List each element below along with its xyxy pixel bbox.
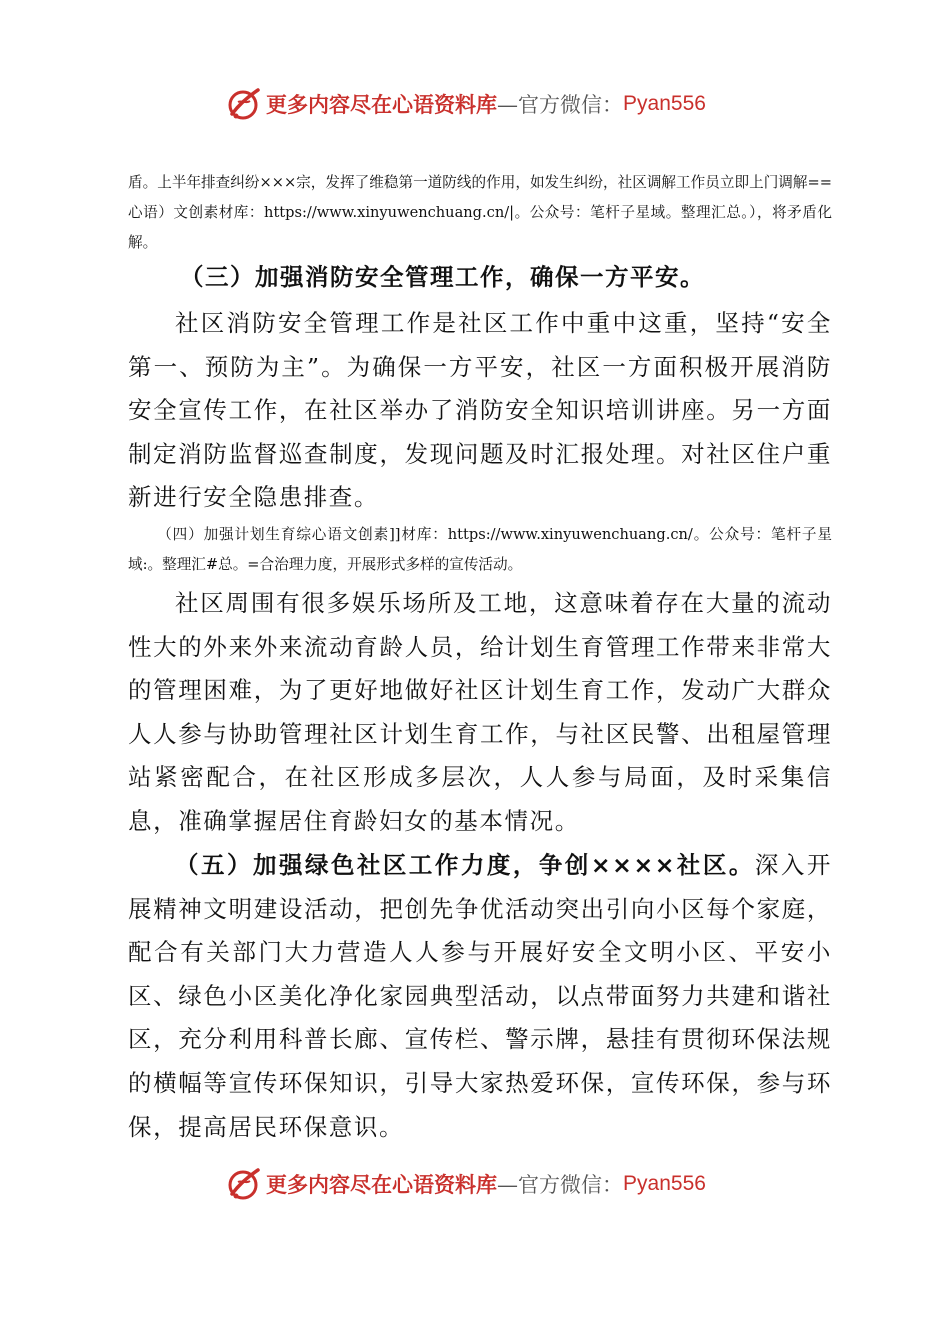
paragraph-continuation <box>128 168 832 258</box>
section-heading-4 <box>128 520 832 580</box>
paragraph-family-planning <box>128 582 832 844</box>
section-heading-3: （三）加强消防安全管理工作，确保一方平安。 <box>180 263 705 291</box>
paragraph-green-community <box>128 844 832 1149</box>
watermark-id-text: Pyan556 <box>623 1172 706 1195</box>
watermark-banner-bottom <box>0 1160 950 1208</box>
paragraph-1-text: 盾。上半年排查纠纷×××宗，发挥了维稳第一道防线的作用，如发生纠纷，社区调解工作员立即上门调解==心语）文创素材库：https://www.xinyuwenchuang.cn/|。公众号：笔杆子星域。整理汇总。），将矛盾化解。 <box>128 174 832 251</box>
watermark-main-text: 更多内容尽在心语资料库 <box>266 92 498 117</box>
paragraph-4-text: 社区周围有很多娱乐场所及工地，这意味着存在大量的流动性大的外来外来流动育龄人员，给计划生育管理工作带来非常大的管理困难，为了更好地做好社区计划生育工作，发动广大群众人人参与协助管理社区计划生育工作，与社区民警、出租屋管理站紧密配合，在社区形成多层次，人人参与局面，及时采集信息，准确掌握居住育龄妇女的基本情况。 <box>128 589 832 835</box>
watermark-main-text: 更多内容尽在心语资料库 <box>266 1172 498 1197</box>
paragraph-5-text: 深入开展精神文明建设活动，把创先争优活动突出引向小区每个家庭，配合有关部门大力营造人人参与开展好安全文明小区、平安小区、绿色小区美化净化家园典型活动，以点带面努力共建和谐社区，充分利用科普长廊、宣传栏、警示牌，悬挂有贯彻环保法规的横幅等宣传环保知识，引导大家热爱环保，宣传环保，参与环保，提高居民环保意识。 <box>128 851 832 1141</box>
paragraph-3-text: （四）加强计划生育综心语文创素]]材库：https://www.xinyuwenchuang.cn/。公众号：笔杆子星域:。整理汇#总。=合治理力度，开展形式多样的宣传活动。 <box>128 526 832 573</box>
section-heading-5: （五）加强绿色社区工作力度，争创××××社区。 <box>175 851 755 879</box>
watermark-dash-text: —官方微信： <box>497 93 624 117</box>
paragraph-2-text: 社区消防安全管理工作是社区工作中重中这重，坚持“安全第一、预防为主”。为确保一方平安，社区一方面积极开展消防安全宣传工作，在社区举办了消防安全知识培训讲座。另一方面制定消防监督巡查制度，发现问题及时汇报处理。对社区住户重新进行安全隐患排查。 <box>128 309 832 512</box>
brush-logo-icon <box>224 84 264 124</box>
brush-logo-icon <box>224 1164 264 1204</box>
watermark-id-text: Pyan556 <box>623 92 706 115</box>
paragraph-fire-safety <box>128 302 832 520</box>
watermark-banner-top <box>0 80 950 128</box>
watermark-dash-text: —官方微信： <box>497 1173 624 1197</box>
